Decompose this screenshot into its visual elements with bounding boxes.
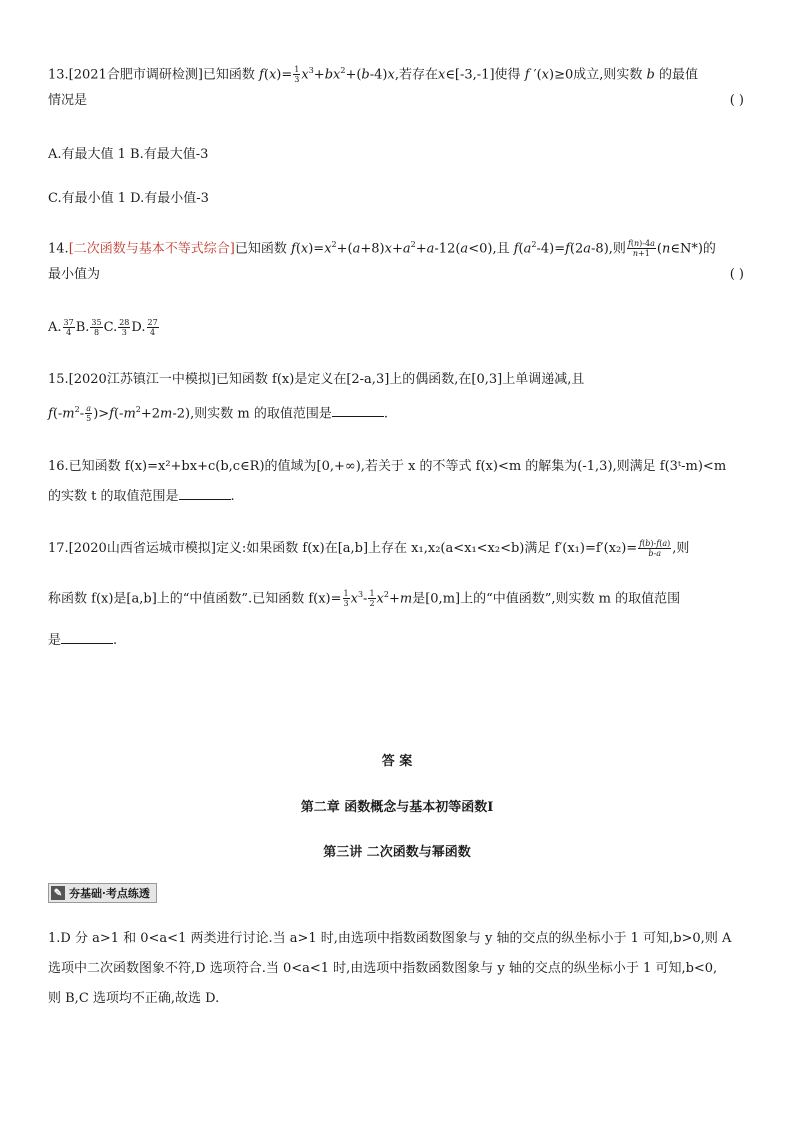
question-16: 16.已知函数 f(x)=x²+bx+c(b,c∈R)的值域为[0,+∞),若关于 x 的不等式 f(x)<m 的解集为(-1,3),则满足 f(3ᵗ-m)<m 的实数 t 的取值范围是 . <box>48 452 748 512</box>
q13-text-a: 13.[2021合肥市调研检测]已知函数 <box>48 67 255 83</box>
answer-1 <box>48 924 748 1014</box>
section-badge <box>48 883 157 903</box>
q14-line2: 最小值为 <box>48 267 101 282</box>
q17-line1-end: ,则 <box>672 541 690 556</box>
q13-text-d: 成立,则实数 <box>573 67 643 83</box>
q14-text-c: ,则 <box>608 241 626 257</box>
answer-bracket: ( ) <box>729 93 744 108</box>
fraction: $\frac{35}{8}$ <box>91 318 102 337</box>
answer-bracket: ( ) <box>729 267 744 282</box>
question-17: 17.[2020山西省运城市模拟]定义:如果函数 f(x)在[a,b]上存在 x₁,x₂(a<x₁<x₂<b)满足 f′(x₁)=f′(x₂)= $\frac{f(b)-f(a)}{b-a}$ ,则 称函数 f(x)是[a,b]上的“中值函数”.已知函数 f(x)= $\frac{1}{3}$ $x^3-$ $\frac{1}{2}$ $x^2+m$是[0,m]上的“中值函数”,则实数 m 的取值范围 是 . <box>48 539 690 648</box>
q13-text-b: ,若存在 <box>394 67 438 83</box>
q14-text-d: 的 <box>702 241 716 257</box>
q14-text-a: 已知函数 <box>234 241 287 257</box>
q14-tag: [二次函数与基本不等式综合] <box>68 241 235 257</box>
q14-text-b: ,且 <box>492 241 510 257</box>
lightbulb-icon: ✎ <box>51 886 65 900</box>
fraction: $\frac{1}{2}$ <box>369 589 375 609</box>
badge-label: 夯基础·考点练透 <box>69 887 150 900</box>
answer-1-line1: 1.D 分 a>1 和 0<a<1 两类进行讨论.当 a>1 时,由选项中指数函数图象与 y 轴的交点的纵坐标小于 1 可知,b>0,则 A <box>48 931 732 946</box>
fraction: $\frac{27}{4}$ <box>147 318 158 337</box>
question-13: 13.[2021合肥市调研检测]已知函数 f(x)= $\frac{1}{3}$ $x^3+bx^2+(b-4)x$,若存在x∈[-3,-1]使得 f ′(x)≥0成立,则实数 b 的最值 情况是 ( ) <box>48 56 748 116</box>
answer-blank[interactable] <box>332 404 384 417</box>
fraction: $\frac{f(n)-4a}{n+1}$ <box>627 239 655 259</box>
answer-title: 答 案 <box>381 754 413 769</box>
fraction: $\frac{f(b)-f(a)}{b-a}$ <box>639 539 671 558</box>
q15-line2: ,则实数 m 的取值范围是 <box>190 406 332 422</box>
q13-options-cd: C.有最小值 1 D.有最小值-3 <box>48 191 209 206</box>
q15-line1: 15.[2020江苏镇江一中模拟]已知函数 f(x)是定义在[2-a,3]上的偶函数,在[0,3]上单调递减,且 <box>48 372 585 387</box>
q13-text-c: 使得 <box>494 67 521 83</box>
q17-line2-end: 是[0,m]上的“中值函数”,则实数 m 的取值范围 <box>412 591 681 607</box>
q13-options-ab: A.有最大值 1 B.有最大值-3 <box>48 147 209 162</box>
section-title: 第三讲 二次函数与幂函数 <box>323 845 471 860</box>
chapter-title: 第二章 函数概念与基本初等函数Ⅰ <box>300 800 494 815</box>
fraction: $\frac{a}{5}$ <box>86 404 92 424</box>
q17-line2: 称函数 f(x)是[a,b]上的“中值函数”.已知函数 f(x)= <box>48 591 342 607</box>
question-14: 14.[二次函数与基本不等式综合]已知函数 $f(x)=x^2+(a+8)x+a^2+a-12(a<0)$,且 $f(a^2-4)=f(2a-8)$,则 $\frac{f(n)-4a}{n+1}$ (n∈N*)的 最小值为 ( ) <box>48 230 748 290</box>
fraction: $\frac{1}{3}$ <box>294 65 300 85</box>
q14-options: A. $\frac{37}{4}$ B. $\frac{35}{8}$ C. $\frac{28}{3}$ D. $\frac{27}{4}$ <box>48 318 158 337</box>
fraction: $\frac{28}{3}$ <box>119 318 130 337</box>
q16-line2: 的实数 t 的取值范围是 <box>48 489 179 504</box>
answer-1-line2: 选项中二次函数图象不符,D 选项符合.当 0<a<1 时,由选项中指数函数图象与 y 轴的交点的纵坐标小于 1 可知,b<0, <box>48 961 718 976</box>
q17-line3: 是 <box>48 633 62 648</box>
answer-blank[interactable] <box>179 487 231 500</box>
fraction: $\frac{1}{3}$ <box>343 589 349 609</box>
answer-1-line3: 则 B,C 选项均不正确,故选 D. <box>48 991 220 1006</box>
q17-line1: 17.[2020山西省运城市模拟]定义:如果函数 f(x)在[a,b]上存在 x₁,x₂(a<x₁<x₂<b)满足 f′(x₁)=f′(x₂)= <box>48 541 638 556</box>
question-15: 15.[2020江苏镇江一中模拟]已知函数 f(x)是定义在[2-a,3]上的偶函数,在[0,3]上单调递减,且 $f(-m^2-$ $\frac{a}{5}$ )$>f(-m^2+2m-2)$,则实数 m 的取值范围是 . <box>48 365 748 425</box>
q16-line1: 16.已知函数 f(x)=x²+bx+c(b,c∈R)的值域为[0,+∞),若关于 x 的不等式 f(x)<m 的解集为(-1,3),则满足 f(3ᵗ-m)<m <box>48 459 727 474</box>
q14-number: 14. <box>48 241 69 257</box>
q13-text-e: 的最值 <box>659 67 699 83</box>
answer-blank[interactable] <box>61 631 113 644</box>
fraction: $\frac{37}{4}$ <box>63 318 74 337</box>
q13-line2: 情况是 <box>48 93 88 108</box>
